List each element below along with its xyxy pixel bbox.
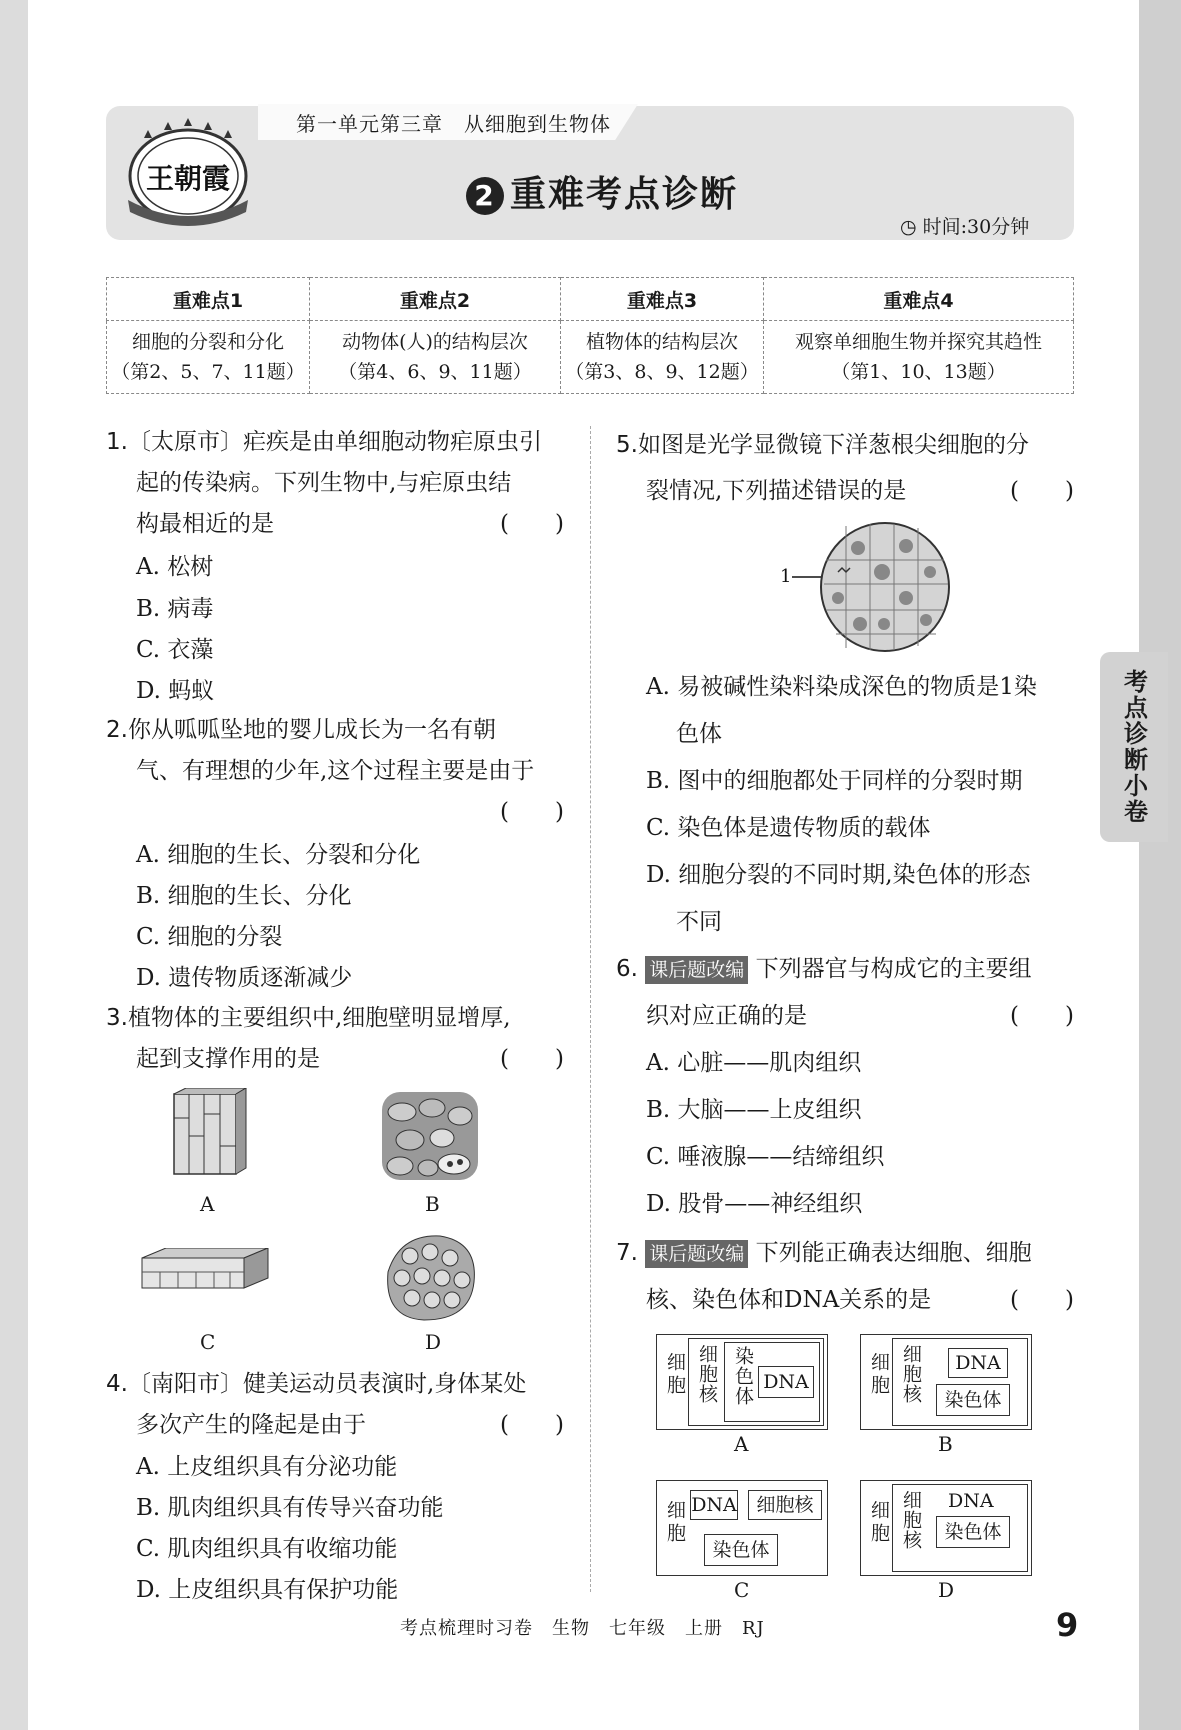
- section-title: [466, 166, 738, 217]
- section-title-text: 重难考点诊断: [510, 174, 739, 215]
- question-4: 4.〔南阳市〕健美运动员表演时,身体某处 多次产生的隆起是由于 ( ): [106, 1364, 564, 1446]
- clock-icon: ◷: [900, 216, 923, 238]
- blood-tissue-image: [380, 1090, 480, 1182]
- diagram-label-cell: 细胞: [664, 1500, 686, 1546]
- diagram-label-nucleus: 细胞核: [900, 1344, 922, 1404]
- diagram-d-dna: DNA: [948, 1490, 994, 1512]
- question-2: 2.你从呱呱坠地的婴儿成长为一名有朝 气、有理想的少年,这个过程主要是由于 ( ): [106, 710, 564, 833]
- option: D. 上皮组织具有保护功能: [136, 1577, 399, 1603]
- option: D. 股骨——神经组织: [646, 1191, 863, 1217]
- option: A. 上皮组织具有分泌功能: [136, 1454, 398, 1480]
- option: B. 大脑——上皮组织: [646, 1097, 862, 1123]
- question-7: 7. 课后题改编 下列能正确表达细胞、细胞 核、染色体和DNA关系的是 ( ): [616, 1230, 1074, 1324]
- option: A. 易被碱性染料染成深色的物质是1染: [646, 674, 1037, 700]
- chapter-title: 第一单元第三章 从细胞到生物体: [296, 112, 611, 136]
- time-limit: ◷ 时间:30分钟: [900, 216, 1030, 238]
- option: D. 细胞分裂的不同时期,染色体的形态: [646, 862, 1031, 888]
- option: 不同: [676, 909, 722, 935]
- diagram-label-cell: 细胞: [868, 1500, 890, 1546]
- option: D. 遗传物质逐渐减少: [136, 965, 353, 991]
- keypoint-head: 重难点1: [107, 278, 310, 321]
- answer-paren: ( ): [500, 1046, 564, 1072]
- diagram-c-chromosome: 染色体: [704, 1534, 778, 1566]
- question-1: 1.〔太原市〕疟疾是由单细胞动物疟原虫引 起的传染病。下列生物中,与疟原虫结 构最相近的是 ( ): [106, 422, 564, 545]
- option: C. 肌肉组织具有收缩功能: [136, 1536, 398, 1562]
- option: A. 细胞的生长、分裂和分化: [136, 842, 421, 868]
- section-number: 2: [466, 177, 504, 215]
- image-label: A: [200, 1192, 215, 1216]
- diagram-label-nucleus: 细胞核: [900, 1490, 922, 1550]
- onion-root-cells-micrograph: [776, 520, 950, 654]
- option: A. 松树: [136, 554, 214, 580]
- page-number: 9: [1056, 1606, 1079, 1644]
- sclerenchyma-tissue-image: [168, 1088, 248, 1180]
- footer-text: 考点梳理时习卷 生物 七年级 上册 RJ: [400, 1618, 765, 1639]
- diagram-option-label: C: [734, 1578, 750, 1602]
- answer-paren: ( ): [1010, 1287, 1074, 1313]
- keypoint-head: 重难点2: [310, 278, 561, 321]
- option: A. 心脏——肌肉组织: [646, 1050, 862, 1076]
- diagram-label-cell: 细胞: [868, 1352, 890, 1398]
- option: D. 蚂蚁: [136, 678, 215, 704]
- option: B. 图中的细胞都处于同样的分裂时期: [646, 768, 1023, 794]
- page-frame-right: [1139, 0, 1181, 1730]
- keypoint-cell: 动物体(人)的结构层次 （第4、6、9、11题）: [310, 321, 561, 394]
- keypoint-head: 重难点4: [764, 278, 1074, 321]
- option: B. 病毒: [136, 596, 214, 622]
- question-5-options: [646, 664, 1076, 946]
- keypoint-cell: 观察单细胞生物并探究其趋性 （第1、10、13题）: [764, 321, 1074, 394]
- diagram-b-chromosome: 染色体: [936, 1384, 1010, 1416]
- option: B. 肌肉组织具有传导兴奋功能: [136, 1495, 444, 1521]
- epithelial-tissue-image: [140, 1248, 270, 1298]
- diagram-a-dna: DNA: [758, 1366, 814, 1398]
- diagram-option-label: D: [938, 1578, 955, 1602]
- question-5: 5.如图是光学显微镜下洋葱根尖细胞的分 裂情况,下列描述错误的是 ( ): [616, 422, 1074, 514]
- question-6-options: [646, 1040, 884, 1228]
- keypoint-head: 重难点3: [561, 278, 764, 321]
- diagram-label-cell: 细胞: [664, 1352, 686, 1398]
- diagram-option-label: B: [938, 1432, 953, 1456]
- answer-paren: ( ): [500, 511, 564, 537]
- image-label: D: [425, 1330, 442, 1354]
- logo-text: 王朝霞: [145, 162, 231, 195]
- answer-paren: ( ): [1010, 478, 1074, 504]
- image-label: C: [200, 1330, 216, 1354]
- parenchyma-tissue-image: [380, 1232, 480, 1324]
- diagram-option-label: A: [734, 1432, 749, 1456]
- diagram-label-nucleus: 细胞核: [696, 1344, 718, 1404]
- side-tab: 考点诊断小卷: [1100, 652, 1168, 842]
- adapted-tag: 课后题改编: [645, 1240, 748, 1268]
- publisher-logo: [118, 108, 258, 238]
- option: 色体: [676, 721, 722, 747]
- option: B. 细胞的生长、分化: [136, 883, 352, 909]
- diagram-b-dna: DNA: [948, 1348, 1008, 1378]
- option: C. 细胞的分裂: [136, 924, 283, 950]
- column-divider: [590, 426, 591, 1592]
- adapted-tag: 课后题改编: [645, 956, 748, 984]
- diagram-label-chromosome: 染色体: [732, 1346, 754, 1406]
- answer-paren: ( ): [500, 799, 564, 825]
- answer-paren: ( ): [1010, 1003, 1074, 1029]
- diagram-d-chromosome: 染色体: [936, 1516, 1010, 1548]
- diagram-c-nucleus: 细胞核: [748, 1490, 822, 1520]
- keypoint-cell: 细胞的分裂和分化 （第2、5、7、11题）: [107, 321, 310, 394]
- option: C. 染色体是遗传物质的载体: [646, 815, 931, 841]
- diagram-c-dna: DNA: [690, 1490, 738, 1520]
- question-3: 3.植物体的主要组织中,细胞壁明显增厚, 起到支撑作用的是 ( ): [106, 998, 564, 1080]
- option: C. 唾液腺——结缔组织: [646, 1144, 885, 1170]
- answer-paren: ( ): [500, 1412, 564, 1438]
- question-6: 6. 课后题改编 下列器官与构成它的主要组 织对应正确的是 ( ): [616, 946, 1074, 1040]
- pointer-label: 1: [780, 566, 792, 587]
- page-frame-left: [0, 0, 28, 1730]
- keypoint-cell: 植物体的结构层次 （第3、8、9、12题）: [561, 321, 764, 394]
- option: C. 衣藻: [136, 637, 214, 663]
- keypoints-table: [106, 277, 1074, 394]
- image-label: B: [425, 1192, 440, 1216]
